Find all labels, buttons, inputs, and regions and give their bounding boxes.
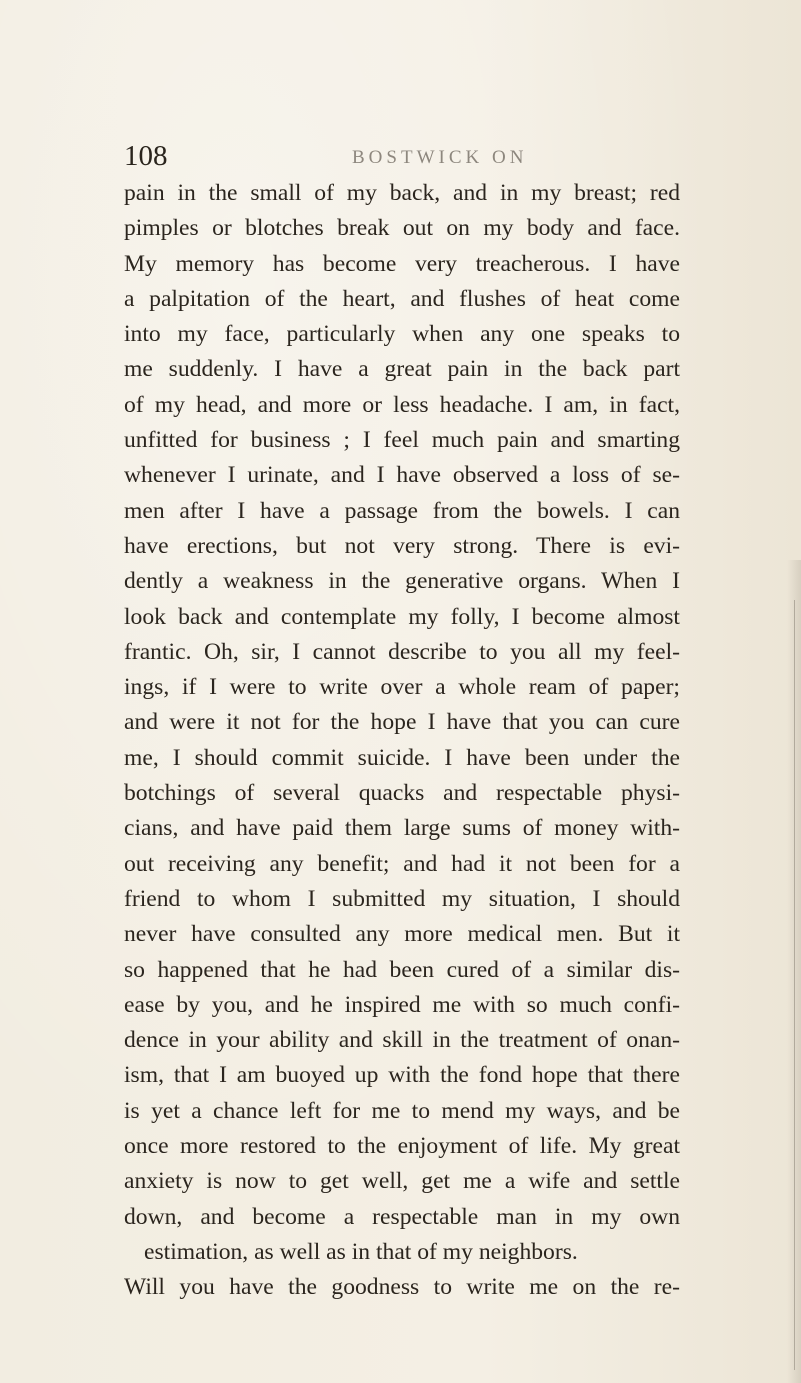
text-line: Will you have the goodness to write me on the re-: [124, 1274, 680, 1301]
text-line: me suddenly. I have a great pain in the back part: [124, 356, 680, 383]
text-line: dently a weakness in the generative organs. When I: [124, 568, 680, 595]
text-line: a palpitation of the heart, and flushes of heat come: [124, 285, 680, 312]
text-line: cians, and have paid them large sums of money with-: [124, 815, 680, 842]
text-line: pimples or blotches break out on my body and face.: [124, 215, 680, 242]
text-line: botchings of several quacks and respectable physi-: [124, 780, 680, 807]
text-line: ism, that I am buoyed up with the fond hope that there: [124, 1062, 680, 1089]
text-line: estimation, as well as in that of my neighbors.: [144, 1238, 578, 1265]
text-line: dence in your ability and skill in the treatment of onan-: [124, 1027, 680, 1054]
text-line: friend to whom I submitted my situation, I should: [124, 885, 680, 912]
text-line: anxiety is now to get well, get me a wife and settle: [124, 1168, 680, 1195]
body-text: [124, 176, 680, 1306]
text-line: unfitted for business ; I feel much pain and smarting: [124, 427, 680, 454]
text-line: me, I should commit suicide. I have been under the: [124, 744, 680, 771]
text-line: never have consulted any more medical men. But it: [124, 921, 680, 948]
text-line: pain in the small of my back, and in my breast; red: [124, 180, 680, 206]
page-header: [124, 136, 684, 176]
text-line: frantic. Oh, sir, I cannot describe to you all my feel-: [124, 638, 680, 665]
text-line: whenever I urinate, and I have observed a loss of se-: [124, 462, 680, 489]
text-line: so happened that he had been cured of a similar dis-: [124, 956, 680, 983]
text-line: ease by you, and he inspired me with so much confi-: [124, 991, 680, 1018]
text-line: and were it not for the hope I have that you can cure: [124, 709, 680, 736]
text-line: have erections, but not very strong. There is evi-: [124, 532, 680, 559]
page-edge-line: [794, 600, 795, 1370]
text-line: ings, if I were to write over a whole ream of paper;: [124, 674, 680, 701]
text-line: into my face, particularly when any one speaks to: [124, 321, 680, 348]
text-line: My memory has become very treacherous. I have: [124, 250, 680, 277]
text-line: once more restored to the enjoyment of life. My great: [124, 1133, 680, 1160]
text-line: men after I have a passage from the bowels. I can: [124, 497, 680, 524]
page-number: 108: [124, 140, 168, 172]
text-line: of my head, and more or less headache. I am, in fact,: [124, 391, 680, 418]
text-line: down, and become a respectable man in my own: [124, 1203, 680, 1230]
text-line: look back and contemplate my folly, I become almost: [124, 603, 680, 630]
text-line: is yet a chance left for me to mend my ways, and be: [124, 1097, 680, 1124]
running-head: BOSTWICK ON: [352, 147, 528, 168]
text-line: out receiving any benefit; and had it not been for a: [124, 850, 680, 877]
